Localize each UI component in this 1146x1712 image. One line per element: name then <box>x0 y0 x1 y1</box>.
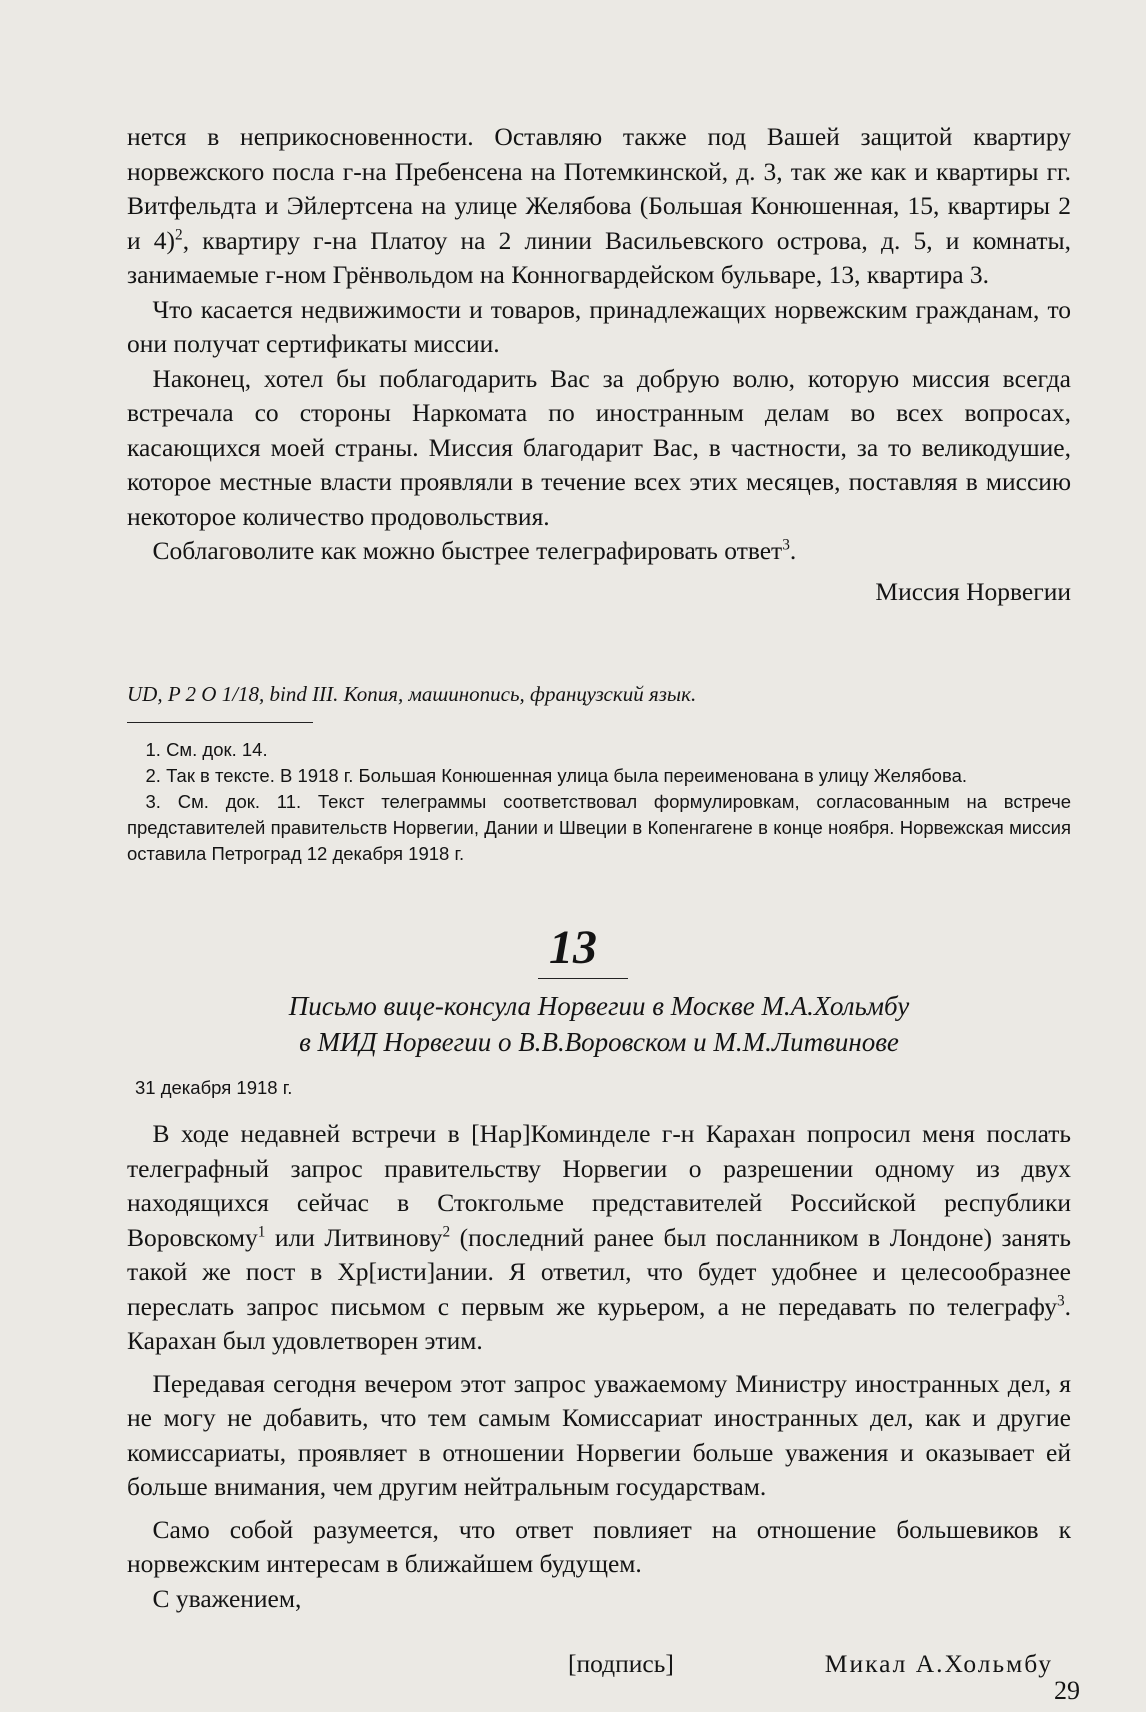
paragraph-gratitude: Наконец, хотел бы поблагодарить Вас за добрую волю, которую миссия всегда встречала со стороны Наркомата по иностранным делам во всех вопросах, касающихся моей страны. Миссия благодарит Вас, в частности, за то великодушие, которое местные власти проявляли в течение всех этих месяцев, поставляя в миссию некоторое количество продовольствия. <box>127 363 1071 531</box>
document-number: 13 <box>549 921 597 974</box>
footnotes <box>127 737 1071 867</box>
paragraph-respect: Передавая сегодня вечером этот запрос уважаемому Министру иностранных дел, я не могу не добавить, что тем самым Комиссариат иностранных дел, как и другие комиссариаты, проявляет в отношении Норвегии больше уважения и оказывает ей больше внимания, чем другим нейтральным государствам. <box>127 1368 1071 1501</box>
paragraph-text: . Карахан был удовлетворен этим. <box>127 1291 1071 1355</box>
paragraph-continuation <box>127 120 1071 293</box>
archive-source-note: UD, P 2 O 1/18, bind III. Копия, машинопись, французский язык. <box>127 682 697 706</box>
document-number-underline <box>538 978 628 979</box>
footnote-3: 3. См. док. 11. Текст телеграммы соответствовал формулировкам, согласованным на встрече представителей правительств Норвегии, Дании и Швеции в Копенгагене в конце ноября. Норвежская миссия оставила Петроград 12 декабря 1918 г. <box>127 791 1071 864</box>
mission-signature: Миссия Норвегии <box>875 576 1071 606</box>
page-number: 29 <box>1054 1676 1080 1705</box>
paragraph-text: или Литвинову <box>265 1222 443 1252</box>
footnote-ref: 2 <box>175 226 183 243</box>
paragraph-meeting <box>127 1117 1071 1359</box>
paragraph-property: Что касается недвижимости и товаров, принадлежащих норвежским гражданам, то они получат сертификаты миссии. <box>127 294 1071 358</box>
document-title-line-1: Письмо вице-консула Норвегии в Москве М.А.Хольмбу <box>288 991 910 1021</box>
signature-name: Микал А.Хольмбу <box>824 1649 1053 1678</box>
paragraph-text: Соблаговолите как можно быстрее телеграфировать ответ <box>152 536 783 565</box>
paragraph-text: В ходе недавней встречи в [Нар]Коминделе г-н Карахан попросил меня послать телеграфный запрос правительству Норвегии о разрешении одному из двух находящихся сейчас в Стокгольме представителей Российской республики Воровскому <box>127 1119 1071 1252</box>
footnote-ref: 2 <box>442 1223 451 1240</box>
footnote-divider <box>127 722 313 723</box>
footnote-ref: 3 <box>782 536 790 554</box>
paragraph-text: (последний ранее был посланником в Лондоне) занять такой же пост в Хр[исти]ании. Я ответил, что будет удобнее и целесообразнее переслать запрос письмом с первым же курьером, а не передавать по телеграфу <box>127 1222 1071 1321</box>
footnote-2: 2. Так в тексте. В 1918 г. Большая Конюшенная улица была переименована в улицу Желябова. <box>145 765 968 786</box>
paragraph-text: . <box>789 536 797 565</box>
footnote-1: 1. См. док. 14. <box>145 739 268 760</box>
continued-letter-text <box>127 120 1071 609</box>
document-date: 31 декабря 1918 г. <box>135 1077 293 1098</box>
closing-salutation: С уважением, <box>152 1583 302 1613</box>
document-title-line-2: в МИД Норвегии о В.В.Воровском и М.М.Литвинове <box>299 1027 899 1057</box>
signature-placeholder: [подпись] <box>568 1649 674 1678</box>
paragraph-text: нется в неприкосновенности. Оставляю также под Вашей защитой квартиру норвежского посла г-на Пребенсена на Потемкинской, д. 3, так же как и квартиры гг. Витфельдта и Эйлертсена на улице Желябова (Большая Конюшенная, 15, квартиры 2 и 4) <box>127 122 1071 255</box>
footnote-ref: 3 <box>1056 1292 1065 1309</box>
footnote-ref: 1 <box>257 1223 266 1240</box>
paragraph-text: , квартиру г-на Платоу на 2 линии Васильевского острова, д. 5, и комнаты, занимаемые г-ном Грёнвольдом на Конногвардейском бульваре, 13, квартира 3. <box>127 225 1071 289</box>
paragraph-consequence: Само собой разумеется, что ответ повлияет на отношение большевиков к норвежским интересам в ближайшем будущем. <box>127 1514 1071 1578</box>
document-title <box>127 988 1071 1060</box>
paragraph-request <box>127 534 1071 569</box>
letter-body <box>127 1117 1071 1616</box>
